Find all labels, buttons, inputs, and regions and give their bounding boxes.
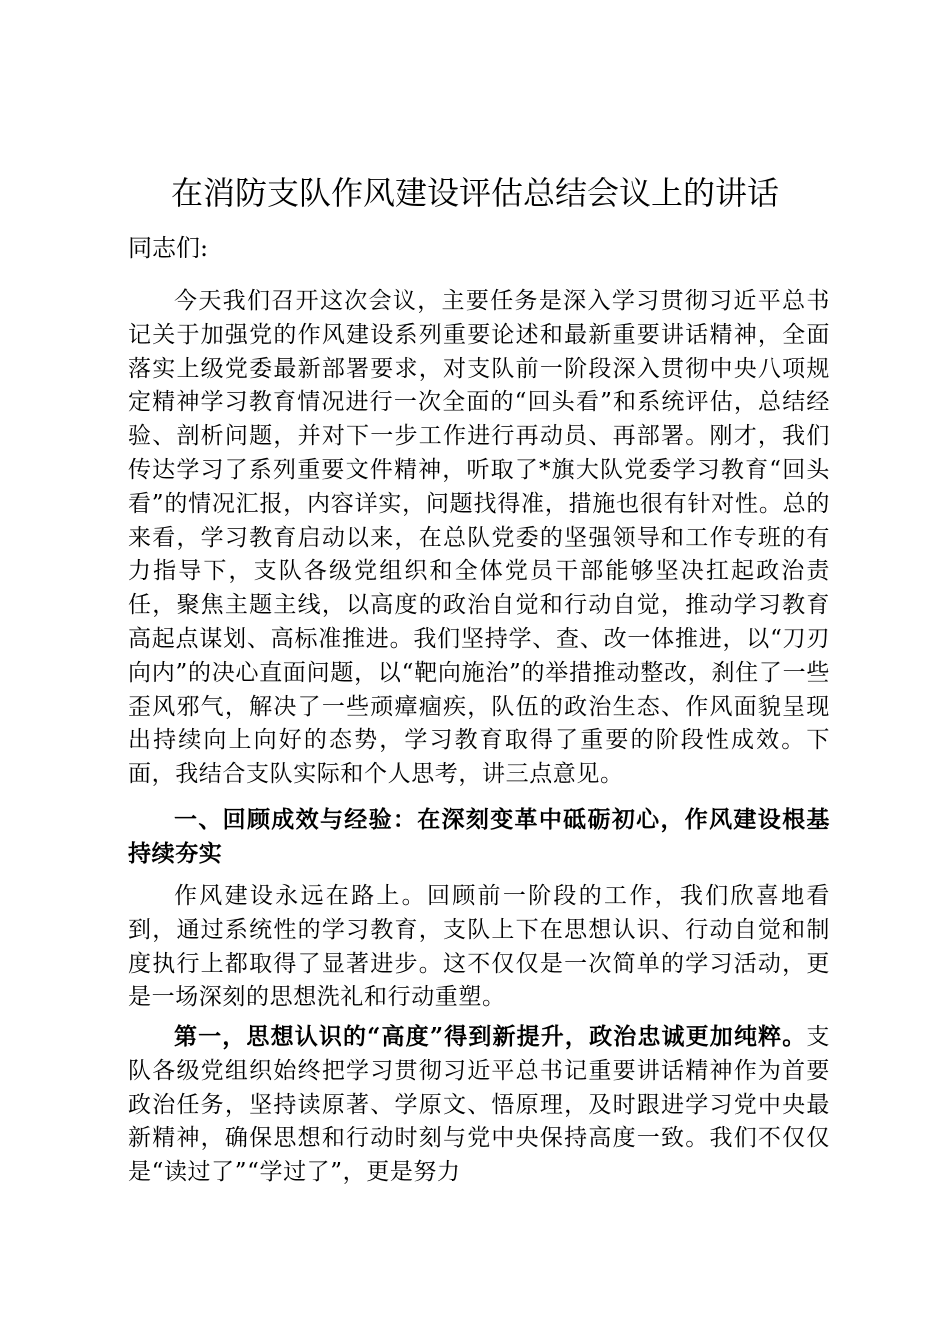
point-1-lead: 第一，思想认识的“高度”得到新提升，政治忠诚更加纯粹。 <box>174 1023 807 1050</box>
document-title: 在消防支队作风建设评估总结会议上的讲话 <box>170 174 779 212</box>
salutation: 同志们: <box>128 234 209 262</box>
paragraph-intro: 今天我们召开这次会议，主要任务是深入学习贯彻习近平总书记关于加强党的作风建设系列重要论述和最新重要讲话精神，全面落实上级党委最新部署要求，对支队前一阶段深入贯彻中央八项规定精神学习教育情况进行一次全面的“回头看”和系统评估，总结经验、剖析问题，并对下一步工作进行再动员、再部署。刚才，我们传达学习了系列重要文件精神，听取了*旗大队党委学习教育“回头看”的情况汇报，内容详实，问题找得准，措施也很有针对性。总的来看，学习教育启动以来，在总队党委的坚强领导和工作专班的有力指导下，支队各级党组织和全体党员干部能够坚决扛起政治责任，聚焦主题主线，以高度的政治自觉和行动自觉，推动学习教育高起点谋划、高标准推进。我们坚持学、查、改一体推进，以“刀刃向内”的决心直面问题，以“靶向施治”的举措推动整改，刹住了一些歪风邪气，解决了一些顽瘴痼疾，队伍的政治生态、作风面貌呈现出持续向上向好的态势，学习教育取得了重要的阶段性成效。下面，我结合支队实际和个人思考，讲三点意见。 <box>128 288 830 788</box>
section-heading-1: 一、回顾成效与经验：在深刻变革中砥砺初心，作风建设根基持续夯实 <box>128 806 830 867</box>
point-1-body: 支队各级党组织始终把学习贯彻习近平总书记重要讲话精神作为首要政治任务，坚持读原著、学原文、悟原理，及时跟进学习党中央最新精神，确保思想和行动时刻与党中央保持高度一致。我们不仅仅是“读过了”“学过了”，更是努力 <box>128 1024 830 1186</box>
paragraph-section-1-intro: 作风建设永远在路上。回顾前一阶段的工作，我们欣喜地看到，通过系统性的学习教育，支队上下在思想认识、行动自觉和制度执行上都取得了显著进步。这不仅仅是一次简单的学习活动，更是一场深刻的思想洗礼和行动重塑。 <box>128 883 830 1011</box>
paragraph-point-1 <box>128 1020 830 1190</box>
